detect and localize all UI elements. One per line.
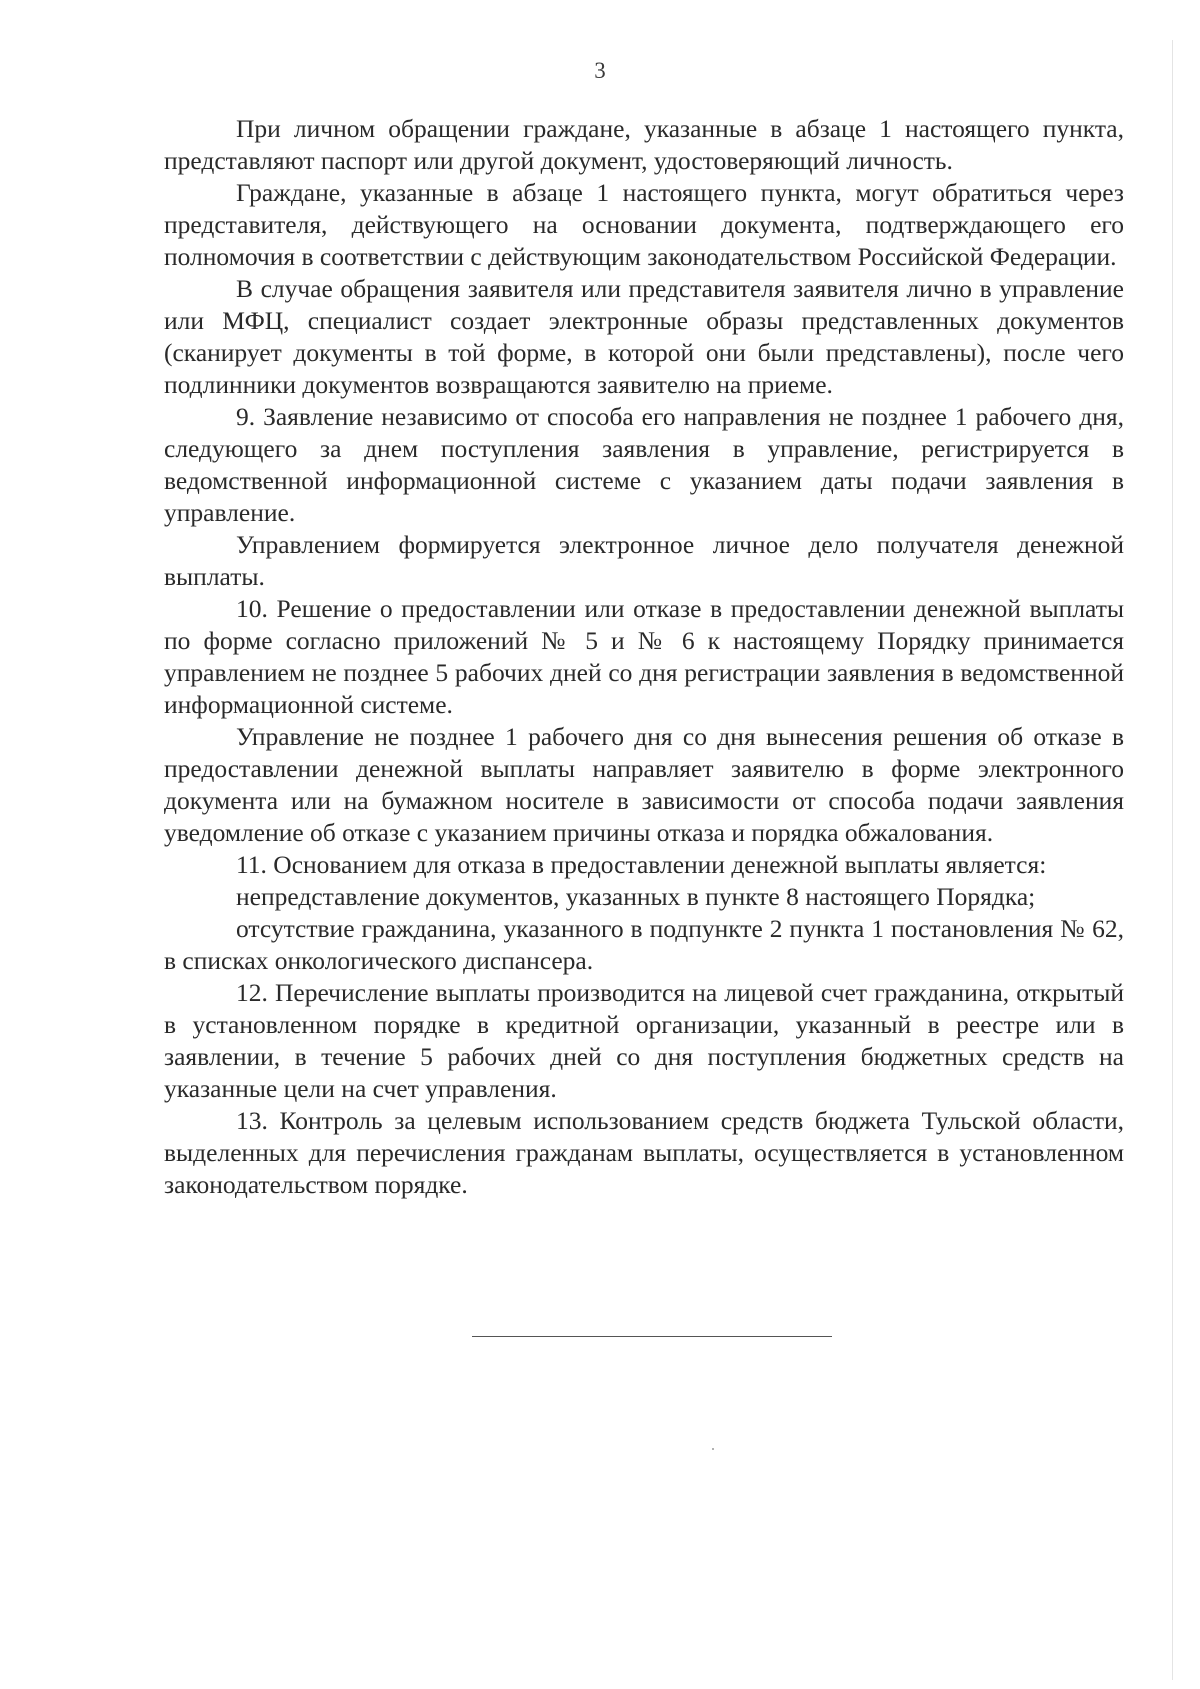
paragraph-personal-appeal: При личном обращении граждане, указанные в абзаце 1 настоящего пункта, представляют паспорт или другой документ, удостоверяющий личность. — [164, 114, 1124, 175]
paragraph-personal-file: Управлением формируется электронное личное дело получателя денежной выплаты. — [164, 530, 1124, 591]
paragraph-refusal-reason-2: отсутствие гражданина, указанного в подпункте 2 пункта 1 постановления № 62, в списках онкологического диспансера. — [164, 914, 1124, 975]
paragraph-refusal-notice: Управление не позднее 1 рабочего дня со дня вынесения решения об отказе в предоставлении денежной выплаты направляет заявителю в форме электронного документа или на бумажном носителе в зависимости от способа подачи заявления уведомление об отказе с указанием причины отказа и порядка обжалования. — [164, 722, 1124, 847]
paragraph-electronic-images: В случае обращения заявителя или представителя заявителя лично в управление или МФЦ, специалист создает электронные образы представленных документов (сканирует документы в той форме, в которой они были представлены), после чего подлинники документов возвращаются заявителю на приеме. — [164, 274, 1124, 399]
end-of-text-rule — [472, 1336, 832, 1337]
paragraph-item-13: 13. Контроль за целевым использованием средств бюджета Тульской области, выделенных для перечисления гражданам выплаты, осуществляется в установленном законодательством порядке. — [164, 1106, 1124, 1199]
scan-speck — [712, 1448, 714, 1450]
document-body — [164, 113, 1124, 1201]
paragraph-item-12: 12. Перечисление выплаты производится на лицевой счет гражданина, открытый в установленном порядке в кредитной организации, указанный в реестре или в заявлении, в течение 5 рабочих дней со дня поступления бюджетных средств на указанные цели на счет управления. — [164, 978, 1124, 1103]
page-number: 3 — [594, 58, 606, 83]
scan-edge-line — [1172, 40, 1173, 1680]
paragraph-item-11: 11. Основанием для отказа в предоставлении денежной выплаты является: — [236, 850, 1047, 879]
paragraph-refusal-reason-1: непредставление документов, указанных в пункте 8 настоящего Порядка; — [236, 882, 1036, 911]
paragraph-representative: Граждане, указанные в абзаце 1 настоящего пункта, могут обратиться через представителя, действующего на основании документа, подтверждающего его полномочия в соответствии с действующим законодательством Российской Федерации. — [164, 178, 1124, 271]
paragraph-item-10: 10. Решение о предоставлении или отказе в предоставлении денежной выплаты по форме согласно приложений № 5 и № 6 к настоящему Порядку принимается управлением не позднее 5 рабочих дней со дня регистрации заявления в ведомственной информационной системе. — [164, 594, 1124, 719]
paragraph-item-9: 9. Заявление независимо от способа его направления не позднее 1 рабочего дня, следующего за днем поступления заявления в управление, регистрируется в ведомственной информационной системе с указанием даты подачи заявления в управление. — [164, 402, 1124, 527]
